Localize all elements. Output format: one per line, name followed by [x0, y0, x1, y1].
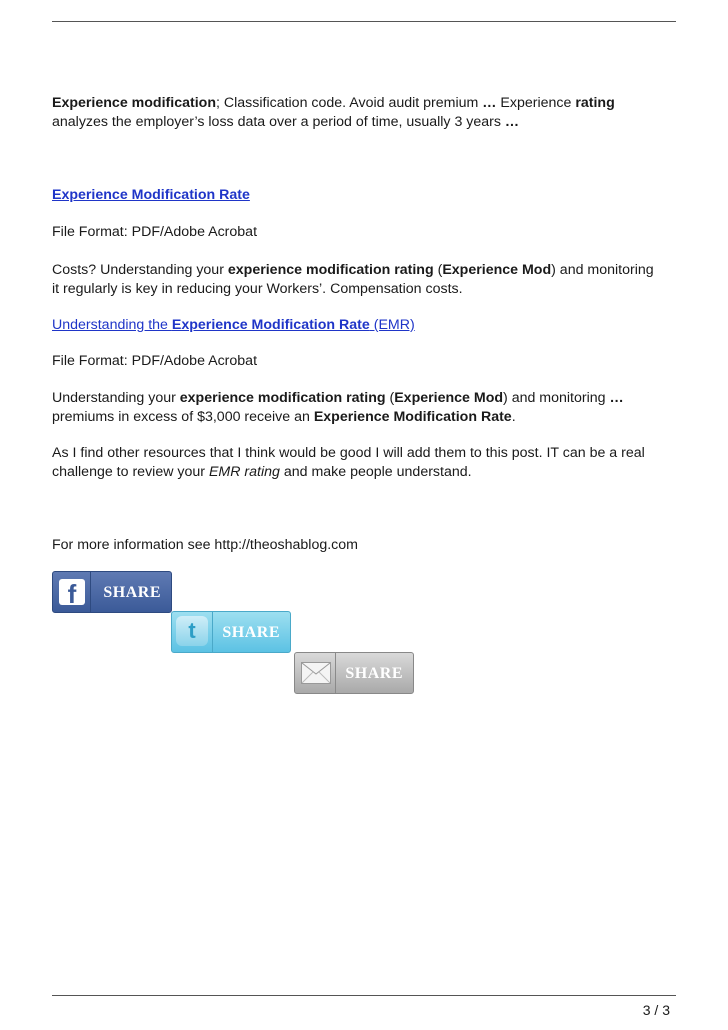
twitter-share-label: SHARE	[222, 624, 280, 641]
email-share-label: SHARE	[345, 665, 403, 682]
snippet-text: Experience	[496, 95, 576, 111]
text: and make people understand.	[279, 464, 472, 480]
snippet-line-1	[52, 94, 682, 112]
text: Costs? Understanding your	[52, 262, 228, 278]
result-link-keyword: Experience Modification Rate	[171, 317, 370, 333]
text: (	[385, 390, 395, 406]
text: (	[433, 262, 443, 278]
twitter-share-button[interactable]	[171, 611, 291, 653]
paragraph-costs-line-2: it regularly is key in reducing your Workers’. Compensation costs.	[52, 281, 463, 297]
text: premiums in excess of $3,000 receive an	[52, 409, 314, 425]
more-information: For more information see http://theoshablog.com	[52, 537, 358, 553]
footer-rule	[52, 995, 676, 996]
text: Understanding your	[52, 390, 180, 406]
link-experience-modification-rate	[52, 186, 682, 204]
snippet-text: ; Classification code. Avoid audit premium	[216, 95, 483, 111]
snippet-keyword: Experience modification	[52, 95, 216, 111]
keyword: experience modification rating	[179, 390, 386, 406]
text: ) and monitoring	[503, 390, 610, 406]
facebook-share-label: SHARE	[103, 584, 161, 601]
text: .	[511, 409, 516, 425]
email-share-button[interactable]	[294, 652, 414, 694]
facebook-icon: f	[59, 579, 85, 605]
snippet-keyword: rating	[575, 95, 615, 111]
result-link-text: Experience Modification Rate	[52, 187, 250, 203]
twitter-icon: t	[176, 616, 208, 646]
paragraph-resources-line-2	[52, 463, 682, 481]
ellipsis: …	[609, 390, 624, 406]
link-understanding-emr	[52, 316, 682, 334]
keyword: Experience Mod	[394, 390, 504, 406]
result-link[interactable]	[52, 317, 415, 333]
paragraph-understanding-line-1	[52, 389, 682, 407]
snippet-ellipsis: …	[482, 95, 497, 111]
snippet-ellipsis: …	[504, 114, 520, 130]
file-format-2: File Format: PDF/Adobe Acrobat	[52, 353, 258, 369]
facebook-share-button[interactable]	[52, 571, 172, 613]
result-link-text: (EMR)	[369, 317, 415, 333]
paragraph-costs-line-1	[52, 261, 682, 279]
header-rule	[52, 21, 676, 22]
paragraph-resources-line-1: As I find other resources that I think would be good I will add them to this post. IT can be a real	[52, 445, 645, 461]
result-link[interactable]	[52, 187, 250, 203]
text: challenge to review your	[52, 464, 209, 480]
result-link-text: Understanding the	[52, 317, 172, 333]
paragraph-understanding-line-2	[52, 408, 682, 426]
text: ) and monitoring	[551, 262, 654, 278]
file-format-1: File Format: PDF/Adobe Acrobat	[52, 224, 258, 240]
keyword: experience modification rating	[227, 262, 434, 278]
emphasis: EMR rating	[208, 464, 280, 480]
snippet-text: analyzes the employer’s loss data over a period of time, usually 3 years	[52, 114, 505, 130]
page-number: 3 / 3	[642, 1002, 670, 1018]
keyword: Experience Mod	[442, 262, 552, 278]
keyword: Experience Modification Rate	[313, 409, 512, 425]
snippet-line-2	[52, 113, 682, 131]
